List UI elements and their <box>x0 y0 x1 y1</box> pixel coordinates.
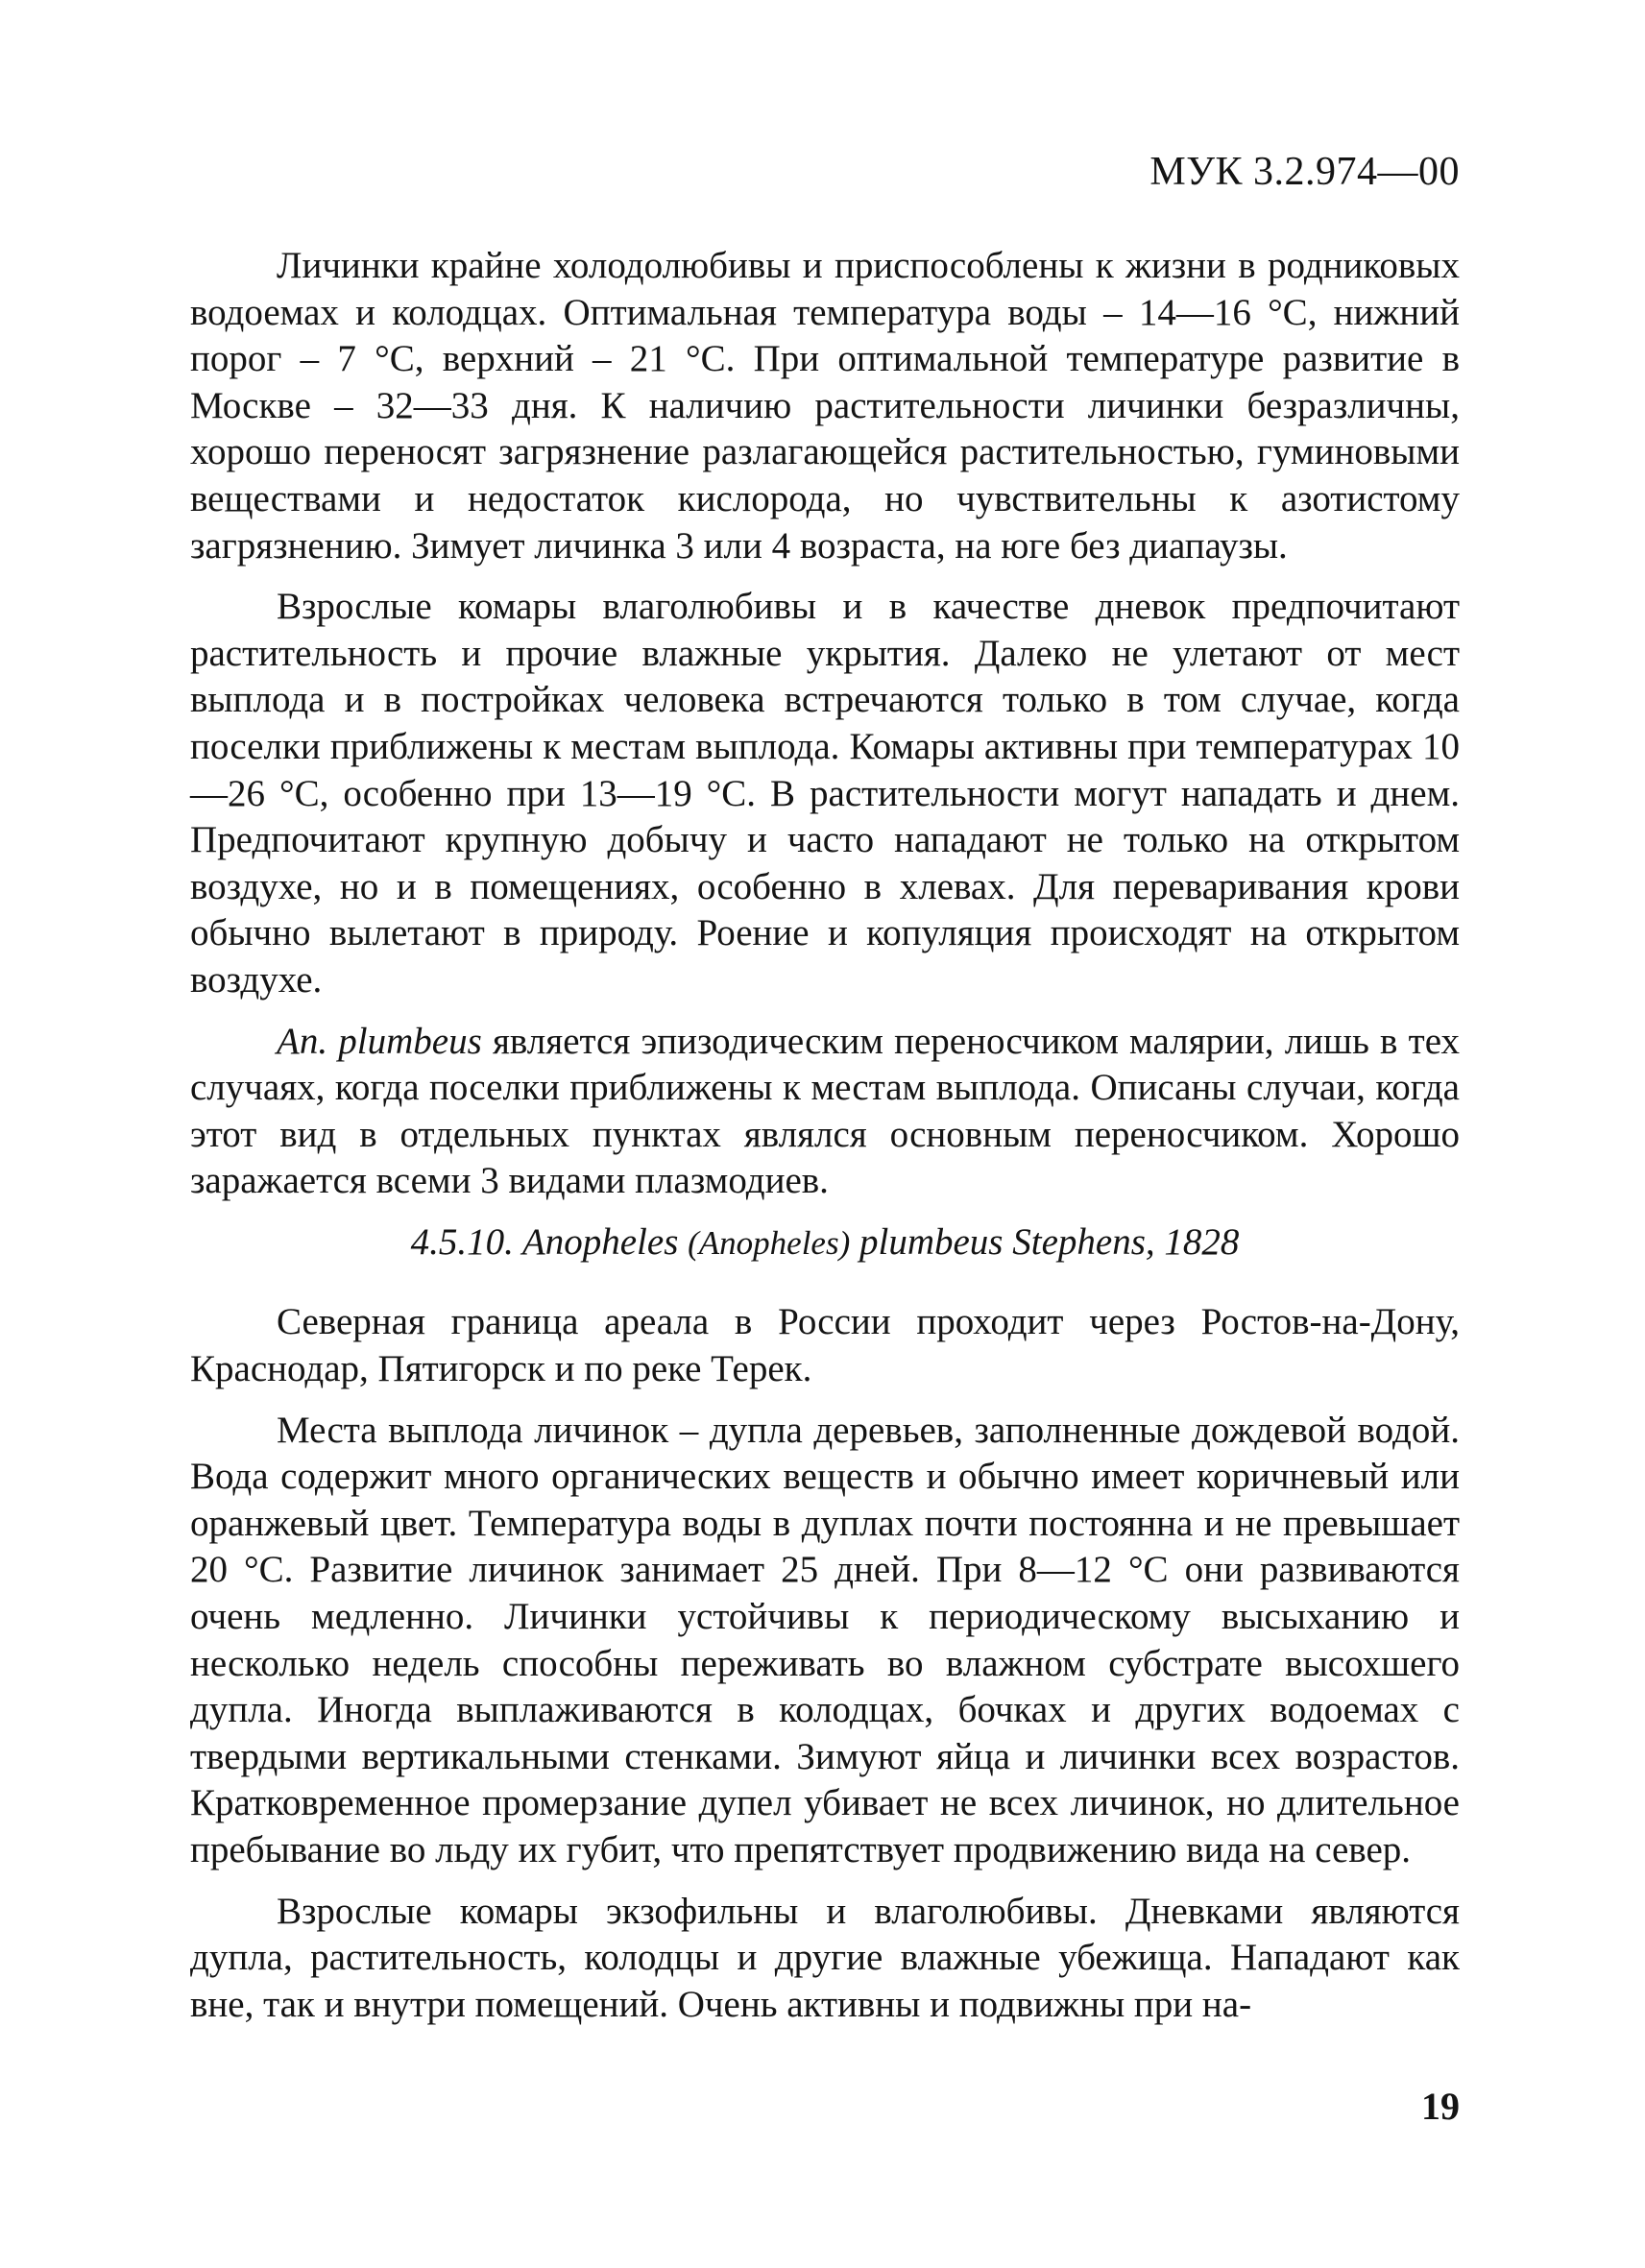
document-body <box>190 243 1460 2042</box>
paragraph-adult-behavior: Взрослые комары экзофильны и влаголюбивы. Дневками являются дупла, растительность, колодцы и другие влажные убежища. Нападают как вне, так и внутри помещений. Очень активны и подвижны при на- <box>190 1890 1460 2025</box>
section-heading <box>190 1219 1460 1267</box>
paragraph-range: Северная граница ареала в России проходит через Ростов-на-Дону, Краснодар, Пятигорск и по реке Терек. <box>190 1301 1460 1390</box>
section-heading-suffix: plumbeus Stephens, 1828 <box>850 1220 1240 1263</box>
species-name: An. plumbeus <box>277 1020 482 1062</box>
paragraph-larvae: Личинки крайне холодолюбивы и приспособлены к жизни в родниковых водоемах и колодцах. Оптимальная температура воды – 14—16 °С, нижний порог – 7 °С, верхний – 21 °С. При оптимальной температуре развитие в Москве – 32—33 дня. К наличию растительности личинки безразличны, хорошо переносят загрязнение разлагающейся растительностью, гуминовыми веществами и недостаток кислорода, но чувствительны к азотистому загрязнению. Зимует личинка 3 или 4 возраста, на юге без диапаузы. <box>190 245 1460 567</box>
paragraph-vector-text: является эпизодическим переносчиком малярии, лишь в тех случаях, когда поселки приближены к местам выплода. Описаны случаи, когда этот вид в отдельных пунктах являлся основным переносчиком. Хорошо заражается всеми 3 видами плазмодиев. <box>190 1020 1461 1202</box>
section-heading-subgenus: (Anopheles) <box>688 1223 851 1262</box>
section-heading-prefix: 4.5.10. Anopheles <box>410 1220 689 1263</box>
document-page <box>190 0 1460 2268</box>
paragraph-breeding: Места выплода личинок – дупла деревьев, заполненные дождевой водой. Вода содержит много органических веществ и обычно имеет коричневый или оранжевый цвет. Температура воды в дуплах почти постоянна и не превышает 20 °С. Развитие личинок занимает 25 дней. При 8—12 °С они развиваются очень медленно. Личинки устойчивы к периодическому высыханию и несколько недель способны переживать во влажном субстрате высохшего дупла. Иногда выплаживаются в колодцах, бочках и других водоемах с твердыми вертикальными стенками. Зимуют яйца и личинки всех возрастов. Кратковременное промерзание дупел убивает не всех личинок, но длительное пребывание во льду их губит, что препятствует продвижению вида на север. <box>190 1409 1460 1870</box>
paragraph-adults: Взрослые комары влаголюбивы и в качестве дневок предпочитают растительность и прочие влажные укрытия. Далеко не улетают от мест выплода и в постройках человека встречаются только в том случае, когда поселки приближены к местам выплода. Комары активны при температурах 10—26 °С, особенно при 13—19 °С. В растительности могут нападать и днем. Предпочитают крупную добычу и часто нападают не только на открытом воздухе, но и в помещениях, особенно в хлевах. Для переваривания крови обычно вылетают в природу. Роение и копуляция происходят на открытом воздухе. <box>190 586 1460 1001</box>
document-header: МУК 3.2.974—00 <box>1149 150 1460 194</box>
paragraph-vector <box>190 1019 1460 1205</box>
page-number: 19 <box>1421 2085 1460 2128</box>
